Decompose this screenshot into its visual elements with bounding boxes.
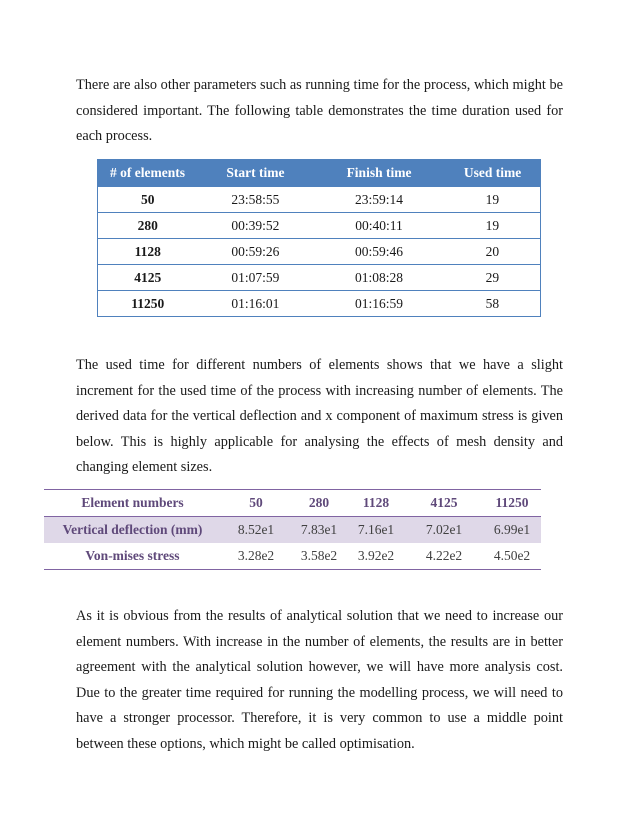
column-header: Start time	[198, 160, 314, 187]
table-cell: 6.99e1	[483, 517, 541, 544]
table-cell: 4.22e2	[425, 548, 463, 563]
table-row	[98, 291, 541, 317]
paragraph-running-time: There are also other parameters such as running time for the process, which might be considered important. The following table demonstrates the time duration used for each process.	[76, 77, 563, 145]
table-row	[98, 187, 541, 213]
table-row	[98, 239, 541, 265]
column-header: Element numbers	[44, 490, 221, 517]
table-cell: 7.16e1	[347, 517, 405, 544]
time-duration-table	[97, 159, 541, 317]
table-row	[98, 265, 541, 291]
column-header: 280	[291, 490, 347, 517]
row-label: Von-mises stress	[85, 548, 180, 563]
table-cell: 01:08:28	[313, 265, 444, 291]
table-row	[44, 517, 541, 544]
table-cell: 3.58e2	[300, 548, 338, 563]
table-cell: 50	[98, 187, 198, 213]
table-header-row	[98, 160, 541, 187]
column-header: Finish time	[313, 160, 444, 187]
column-header: 11250	[483, 490, 541, 517]
table-cell: 01:16:59	[313, 291, 444, 317]
table-cell: 00:59:46	[313, 239, 444, 265]
table-cell: 7.83e1	[291, 517, 347, 544]
table-cell: 00:39:52	[198, 213, 314, 239]
table-cell: 01:07:59	[198, 265, 314, 291]
table-cell: 29	[445, 265, 541, 291]
table-row	[44, 543, 541, 570]
table-header-row	[44, 490, 541, 517]
table-cell: 7.02e1	[405, 517, 483, 544]
paragraph-conclusion: As it is obvious from the results of analytical solution that we need to increase our element numbers. With increase in the number of elements, the results are in better agreement with the analytical solution however, we will have more analysis cost. Due to the greater time required for running the modelling process, we will need to have a stronger processor. Therefore, it is very common to use a middle point between these options, which might be called optimisation.	[76, 608, 563, 752]
table-cell: 01:16:01	[198, 291, 314, 317]
column-header: 50	[221, 490, 291, 517]
column-header: Used time	[445, 160, 541, 187]
table-cell: 20	[445, 239, 541, 265]
table-cell: 280	[98, 213, 198, 239]
row-label: Vertical deflection (mm)	[44, 517, 221, 544]
deflection-stress-table	[44, 489, 541, 570]
table-cell: 00:40:11	[313, 213, 444, 239]
table-row	[98, 213, 541, 239]
table-cell: 1128	[98, 239, 198, 265]
table-cell: 58	[445, 291, 541, 317]
table-cell: 23:59:14	[313, 187, 444, 213]
table-cell: 4.50e2	[493, 548, 531, 563]
column-header: # of elements	[98, 160, 198, 187]
table-cell: 00:59:26	[198, 239, 314, 265]
table-cell: 19	[445, 213, 541, 239]
table-cell: 23:58:55	[198, 187, 314, 213]
table-cell: 4125	[98, 265, 198, 291]
table-cell: 19	[445, 187, 541, 213]
table-cell: 3.28e2	[237, 548, 275, 563]
table-cell: 8.52e1	[221, 517, 291, 544]
column-header: 1128	[347, 490, 405, 517]
table-cell: 3.92e2	[357, 548, 395, 563]
column-header: 4125	[405, 490, 483, 517]
paragraph-used-time: The used time for different numbers of elements shows that we have a slight increment for the used time of the process with increasing number of elements. The derived data for the vertical deflection and x component of maximum stress is given below. This is highly applicable for analysing the effects of mesh density and changing element sizes.	[76, 357, 563, 476]
table-cell: 11250	[98, 291, 198, 317]
